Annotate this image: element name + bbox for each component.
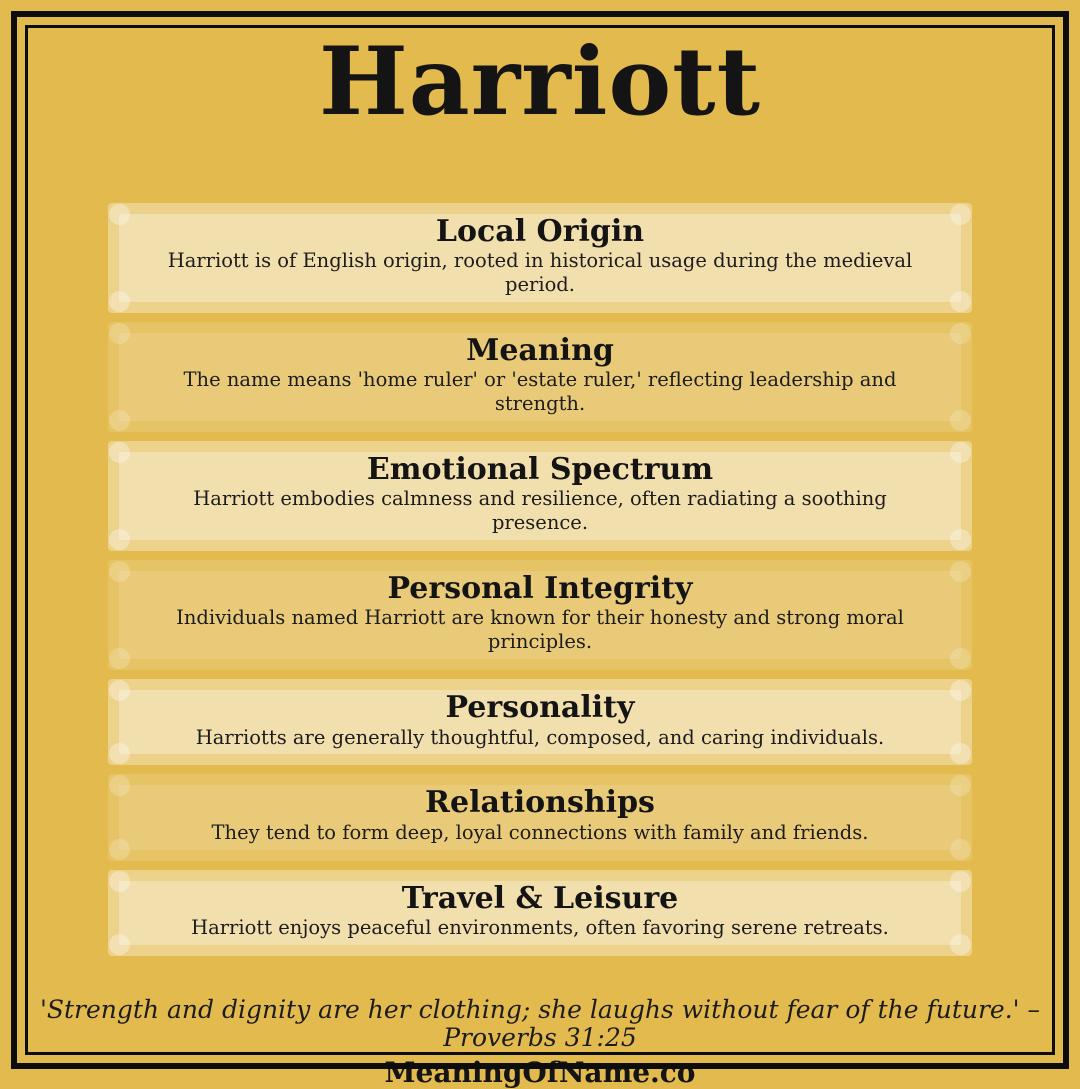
corner-rivet-icon (109, 291, 130, 312)
corner-rivet-icon (950, 291, 971, 312)
quote-text (35, 996, 1045, 1052)
brand-name: MeaningOfName.co (384, 1055, 696, 1089)
corner-rivet-icon (950, 871, 971, 892)
section-heading: Local Origin (435, 213, 645, 249)
corner-rivet-icon (109, 839, 130, 860)
corner-rivet-icon (950, 680, 971, 701)
section-card (108, 560, 972, 670)
corner-rivet-icon (109, 743, 130, 764)
section-heading: Relationships (425, 785, 655, 821)
footer (0, 996, 1080, 1089)
section-card-content (119, 214, 961, 302)
corner-rivet-icon (109, 529, 130, 550)
section-card-content (119, 571, 961, 659)
section-text: The name means 'home ruler' or 'estate ruler,' reflecting leadership and strength. (183, 368, 897, 416)
corner-rivet-icon (109, 648, 130, 669)
section-card-content (119, 452, 961, 540)
corner-rivet-icon (950, 934, 971, 955)
section-card (108, 870, 972, 956)
section-card-content (119, 785, 961, 849)
quote-line: 'Strength and dignity are her clothing; she laughs without fear of the future.' – (40, 994, 1040, 1024)
corner-rivet-icon (109, 204, 130, 225)
corner-rivet-icon (950, 561, 971, 582)
section-card-content (119, 881, 961, 945)
section-card (108, 322, 972, 432)
sections-list (108, 203, 972, 956)
section-card (108, 203, 972, 313)
corner-rivet-icon (109, 680, 130, 701)
section-heading: Meaning (466, 332, 614, 368)
corner-rivet-icon (950, 529, 971, 550)
corner-rivet-icon (950, 204, 971, 225)
section-text: Harriott enjoys peaceful environments, often favoring serene retreats. (191, 916, 889, 940)
section-card (108, 441, 972, 551)
section-text: They tend to form deep, loyal connections with family and friends. (211, 820, 869, 844)
corner-rivet-icon (950, 648, 971, 669)
corner-rivet-icon (109, 934, 130, 955)
quote-attribution: Proverbs 31:25 (443, 1022, 637, 1052)
corner-rivet-icon (109, 871, 130, 892)
corner-rivet-icon (109, 442, 130, 463)
section-heading: Personality (445, 690, 635, 726)
section-card (108, 774, 972, 860)
corner-rivet-icon (109, 410, 130, 431)
corner-rivet-icon (950, 839, 971, 860)
section-card (108, 679, 972, 765)
section-text: Harriott is of English origin, rooted in historical usage during the medieval period. (167, 249, 913, 297)
section-heading: Travel & Leisure (401, 880, 679, 916)
corner-rivet-icon (950, 442, 971, 463)
corner-rivet-icon (950, 323, 971, 344)
section-card-content (119, 690, 961, 754)
section-heading: Personal Integrity (387, 570, 693, 606)
corner-rivet-icon (950, 775, 971, 796)
section-text: Harriotts are generally thoughtful, composed, and caring individuals. (195, 725, 885, 749)
section-card-content (119, 333, 961, 421)
section-text: Individuals named Harriott are known for their honesty and strong moral principles. (176, 606, 904, 654)
corner-rivet-icon (950, 743, 971, 764)
section-text: Harriott embodies calmness and resilience, often radiating a soothing presence. (193, 487, 887, 535)
page-title: Harriott (318, 27, 761, 137)
corner-rivet-icon (109, 561, 130, 582)
section-heading: Emotional Spectrum (366, 451, 714, 487)
corner-rivet-icon (109, 323, 130, 344)
corner-rivet-icon (950, 410, 971, 431)
